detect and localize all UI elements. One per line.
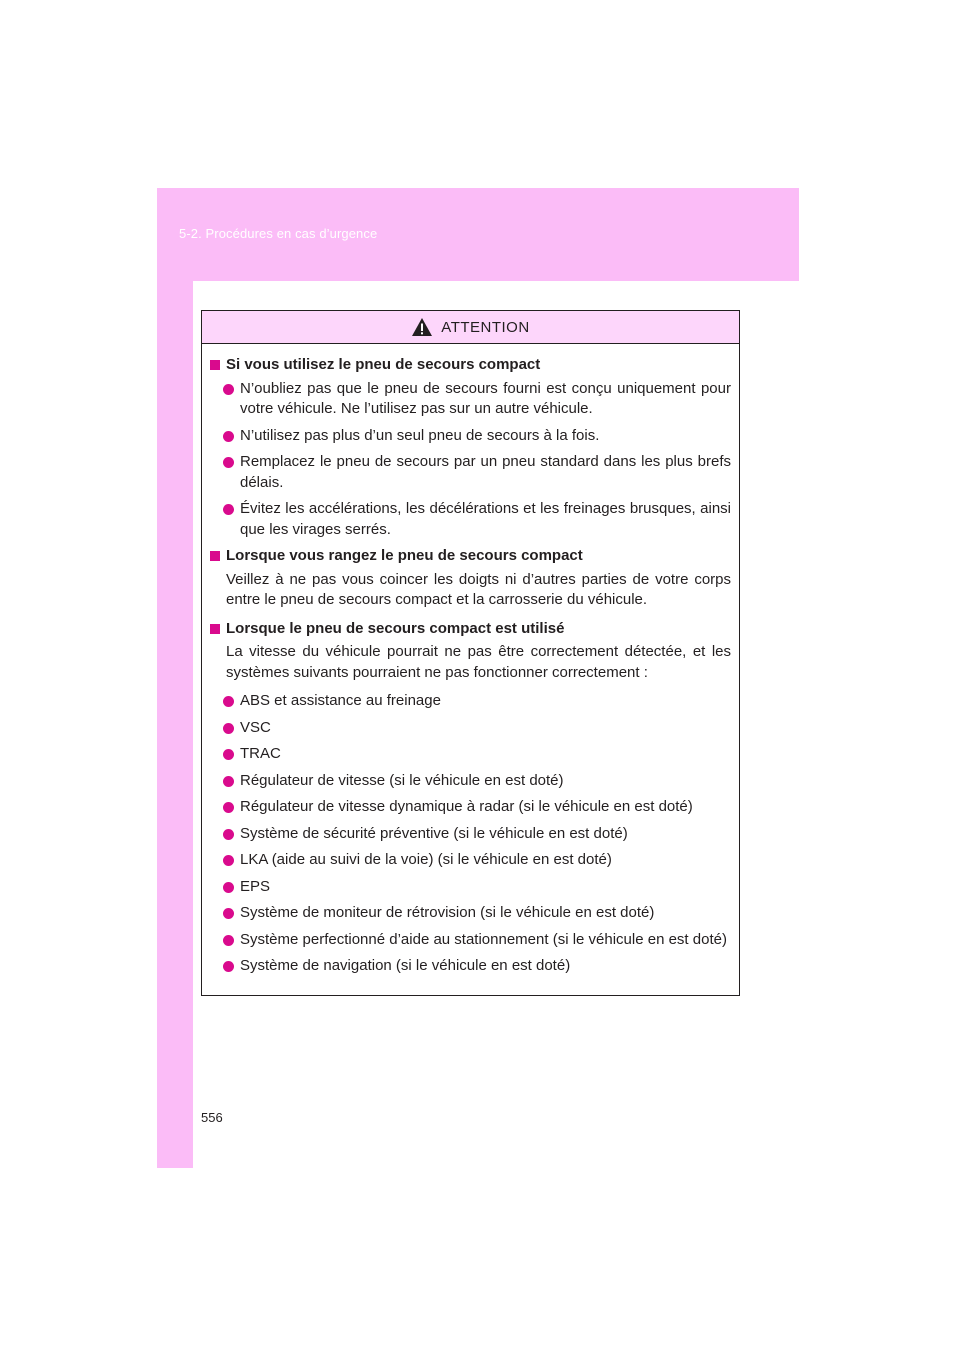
square-bullet-icon xyxy=(210,624,220,634)
circle-bullet-icon xyxy=(223,802,234,813)
section-heading-text: Lorsque vous rangez le pneu de secours compact xyxy=(226,547,583,564)
list-item xyxy=(210,744,731,765)
circle-bullet-icon xyxy=(223,749,234,760)
section-heading xyxy=(210,546,731,567)
circle-bullet-icon xyxy=(223,696,234,707)
list-item xyxy=(210,903,731,924)
list-item xyxy=(210,452,731,493)
caution-box xyxy=(201,310,740,996)
section-paragraph: Veillez à ne pas vous coincer les doigts ni d’autres parties de votre corps entre le pneu de secours compact et la carrosserie du véhicule. xyxy=(226,570,731,608)
list-item-text: Régulateur de vitesse (si le véhicule en est doté) xyxy=(240,771,564,789)
section-heading xyxy=(210,619,731,640)
list-item xyxy=(210,718,731,739)
list-item xyxy=(210,797,731,818)
list-item-text: EPS xyxy=(240,877,271,895)
list-item-text: Système de navigation (si le véhicule en est doté) xyxy=(240,957,571,974)
list-item-text: ABS et assistance au freinage xyxy=(240,692,441,709)
section-heading-text: Lorsque le pneu de secours compact est utilisé xyxy=(226,619,565,637)
square-bullet-icon xyxy=(210,551,220,561)
section-paragraph: La vitesse du véhicule pourrait ne pas être correctement détectée, et les systèmes suivants pourraient ne pas fonctionner correctement : xyxy=(226,643,731,681)
list-item xyxy=(210,824,731,845)
circle-bullet-icon xyxy=(223,776,234,787)
caution-header xyxy=(202,311,739,344)
list-item-text: TRAC xyxy=(240,745,281,762)
section-title: 5-2. Procédures en cas d’urgence xyxy=(179,226,378,241)
list-item xyxy=(210,956,731,977)
list-item-text: Remplacez le pneu de secours par un pneu standard dans les plus brefs délais. xyxy=(240,453,731,491)
list-item xyxy=(210,771,731,792)
list-item xyxy=(210,426,731,447)
circle-bullet-icon xyxy=(223,961,234,972)
list-item xyxy=(210,930,731,951)
circle-bullet-icon xyxy=(223,504,234,515)
list-item-text: N’oubliez pas que le pneu de secours fourni est conçu uniquement pour votre véhicule. Ne l’utilisez pas sur un autre véhicule. xyxy=(240,379,731,417)
list-item-text: Système de moniteur de rétrovision (si le véhicule en est doté) xyxy=(240,904,655,921)
list-item-text: VSC xyxy=(240,718,271,736)
circle-bullet-icon xyxy=(223,908,234,919)
caution-title: ATTENTION xyxy=(441,318,530,336)
circle-bullet-icon xyxy=(223,935,234,946)
list-item-text: LKA (aide au suivi de la voie) (si le véhicule en est doté) xyxy=(240,851,612,868)
list-item xyxy=(210,379,731,420)
side-color-strip xyxy=(157,188,193,1168)
section-heading-text: Si vous utilisez le pneu de secours compact xyxy=(226,356,541,373)
circle-bullet-icon xyxy=(223,882,234,893)
circle-bullet-icon xyxy=(223,829,234,840)
circle-bullet-icon xyxy=(223,384,234,395)
list-item xyxy=(210,691,731,712)
square-bullet-icon xyxy=(210,360,220,370)
list-item-text: Régulateur de vitesse dynamique à radar (si le véhicule en est doté) xyxy=(240,798,693,815)
list-item-text: Système perfectionné d’aide au stationnement (si le véhicule en est doté) xyxy=(240,930,727,948)
list-item xyxy=(210,850,731,871)
warning-triangle-icon xyxy=(411,317,433,337)
circle-bullet-icon xyxy=(223,723,234,734)
circle-bullet-icon xyxy=(223,431,234,442)
list-item xyxy=(210,499,731,540)
section-heading xyxy=(210,355,731,376)
list-item-text: Système de sécurité préventive (si le véhicule en est doté) xyxy=(240,824,628,842)
caution-body xyxy=(202,344,739,977)
page-number: 556 xyxy=(201,1110,223,1125)
circle-bullet-icon xyxy=(223,457,234,468)
list-item xyxy=(210,877,731,898)
list-item-text: Évitez les accélérations, les décélérations et les freinages brusques, ainsi que les virages serrés. xyxy=(240,500,731,538)
list-item-text: N’utilisez pas plus d’un seul pneu de secours à la fois. xyxy=(240,426,600,444)
circle-bullet-icon xyxy=(223,855,234,866)
